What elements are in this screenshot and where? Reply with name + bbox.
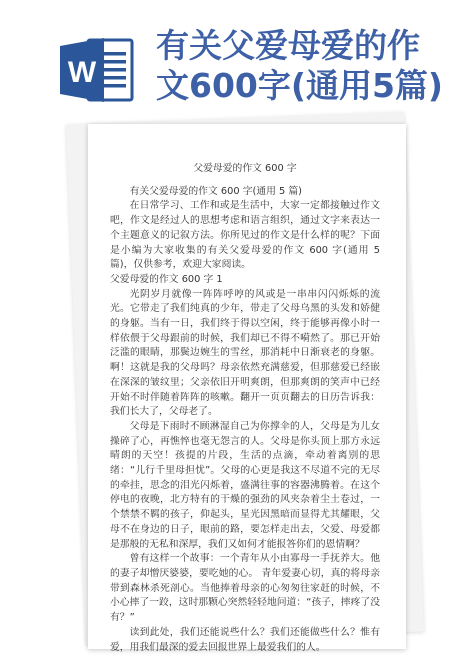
paragraph: 在日常学习、工作和或是生活中，大家一定都接触过作文吧，作文是经过人的思想考虑和语言组织，通过文字来表达一个主题意义的记叙方法。你所见过的作文是什么样的呢？下面是小编为大家收集的有关父爱母爱的作文 600 字(通用 5 篇)，仅供参考，欢迎大家阅读。 xyxy=(110,200,380,271)
document-body xyxy=(110,162,380,655)
page-title-line-2: 文600字(通用5篇) xyxy=(156,66,444,105)
banner xyxy=(0,0,474,125)
paragraph: 光阴岁月就像一阵阵呼哼的风或是一串串闪闪烁烁的流光。它带走了我们纯真的少年，带走了父母乌黑的头发和娇健的身躯。当有一日，我们终于得以空闲，终于能够再像小时一样依偎于父母跟前的时候，我们却已不得不嗬然了。那已开始泛滥的眼睛，那鬓边婉生的雪丝，那消耗中日渐衰老的身躯。 啊！这就是我的父母吗？母亲依然充满慈爱，但那慈爱已经嵌在深深的皱纹里；父亲依旧开明爽朗，但那爽朗的笑声中已经开始不时伴随着阵阵的咳嗽。翻开一页页翻去的日历告诉我：我们长大了，父母老了。 xyxy=(110,288,380,418)
document-subheading: 有关父爱母爱的作文 600 字(通用 5 篇) xyxy=(129,185,302,197)
word-document-icon xyxy=(58,36,136,104)
word-logo-letter: W xyxy=(67,56,97,89)
paragraph: 曾有这样一个故事：一个青年从小由寡母一手抚养大。他的妻子却憎厌婆婆，要吃她的心。 青年爱妻心切，真的将母亲带到森林杀死剖心。当他捧着母亲的心匆匆往家赶的时候，不小心摔了一跤，这时那颗心突然轻轻地问道：“孩子，摔疼了没有？” xyxy=(110,553,380,624)
document-heading: 父爱母爱的作文 600 字 xyxy=(193,163,297,174)
page-title-line-1: 有关父爱母爱的作 xyxy=(156,26,420,65)
section-title: 父爱母爱的作文 600 字 1 xyxy=(110,273,223,285)
paragraph: 读到此处，我们还能说些什么？我们还能做些什么？惟有爱，用我们最深的爱去回报世界上最爱我们的人。 xyxy=(110,626,380,653)
paragraph: 父母是下雨时不顾淋湿自己为你撑伞的人，父母是为儿女操碎了心，再憔悴也毫无怨言的人。父母是你头顶上那方永远晴朗的天空！孩提的片段，生活的点滴，牵动着离别的思绪：“儿行千里母担忧”。父母的心更是我这不尽道不完的无尽的牵挂，思念的泪光闪烁着，盛满往事的容器沸腾着。在这个停电的夜晚，北方特有的干燥的强劲的风夹杂着尘土卷过，一个禁禁不羁的孩子，仰起头，星光因黑暗而显得尤其耀眼，父母不在身边的日子，眼前的路，要怎样走出去，父爱、母爱都是那般的无私和深厚，我们又如何才能报答你们的恩情啊？ xyxy=(110,420,380,550)
